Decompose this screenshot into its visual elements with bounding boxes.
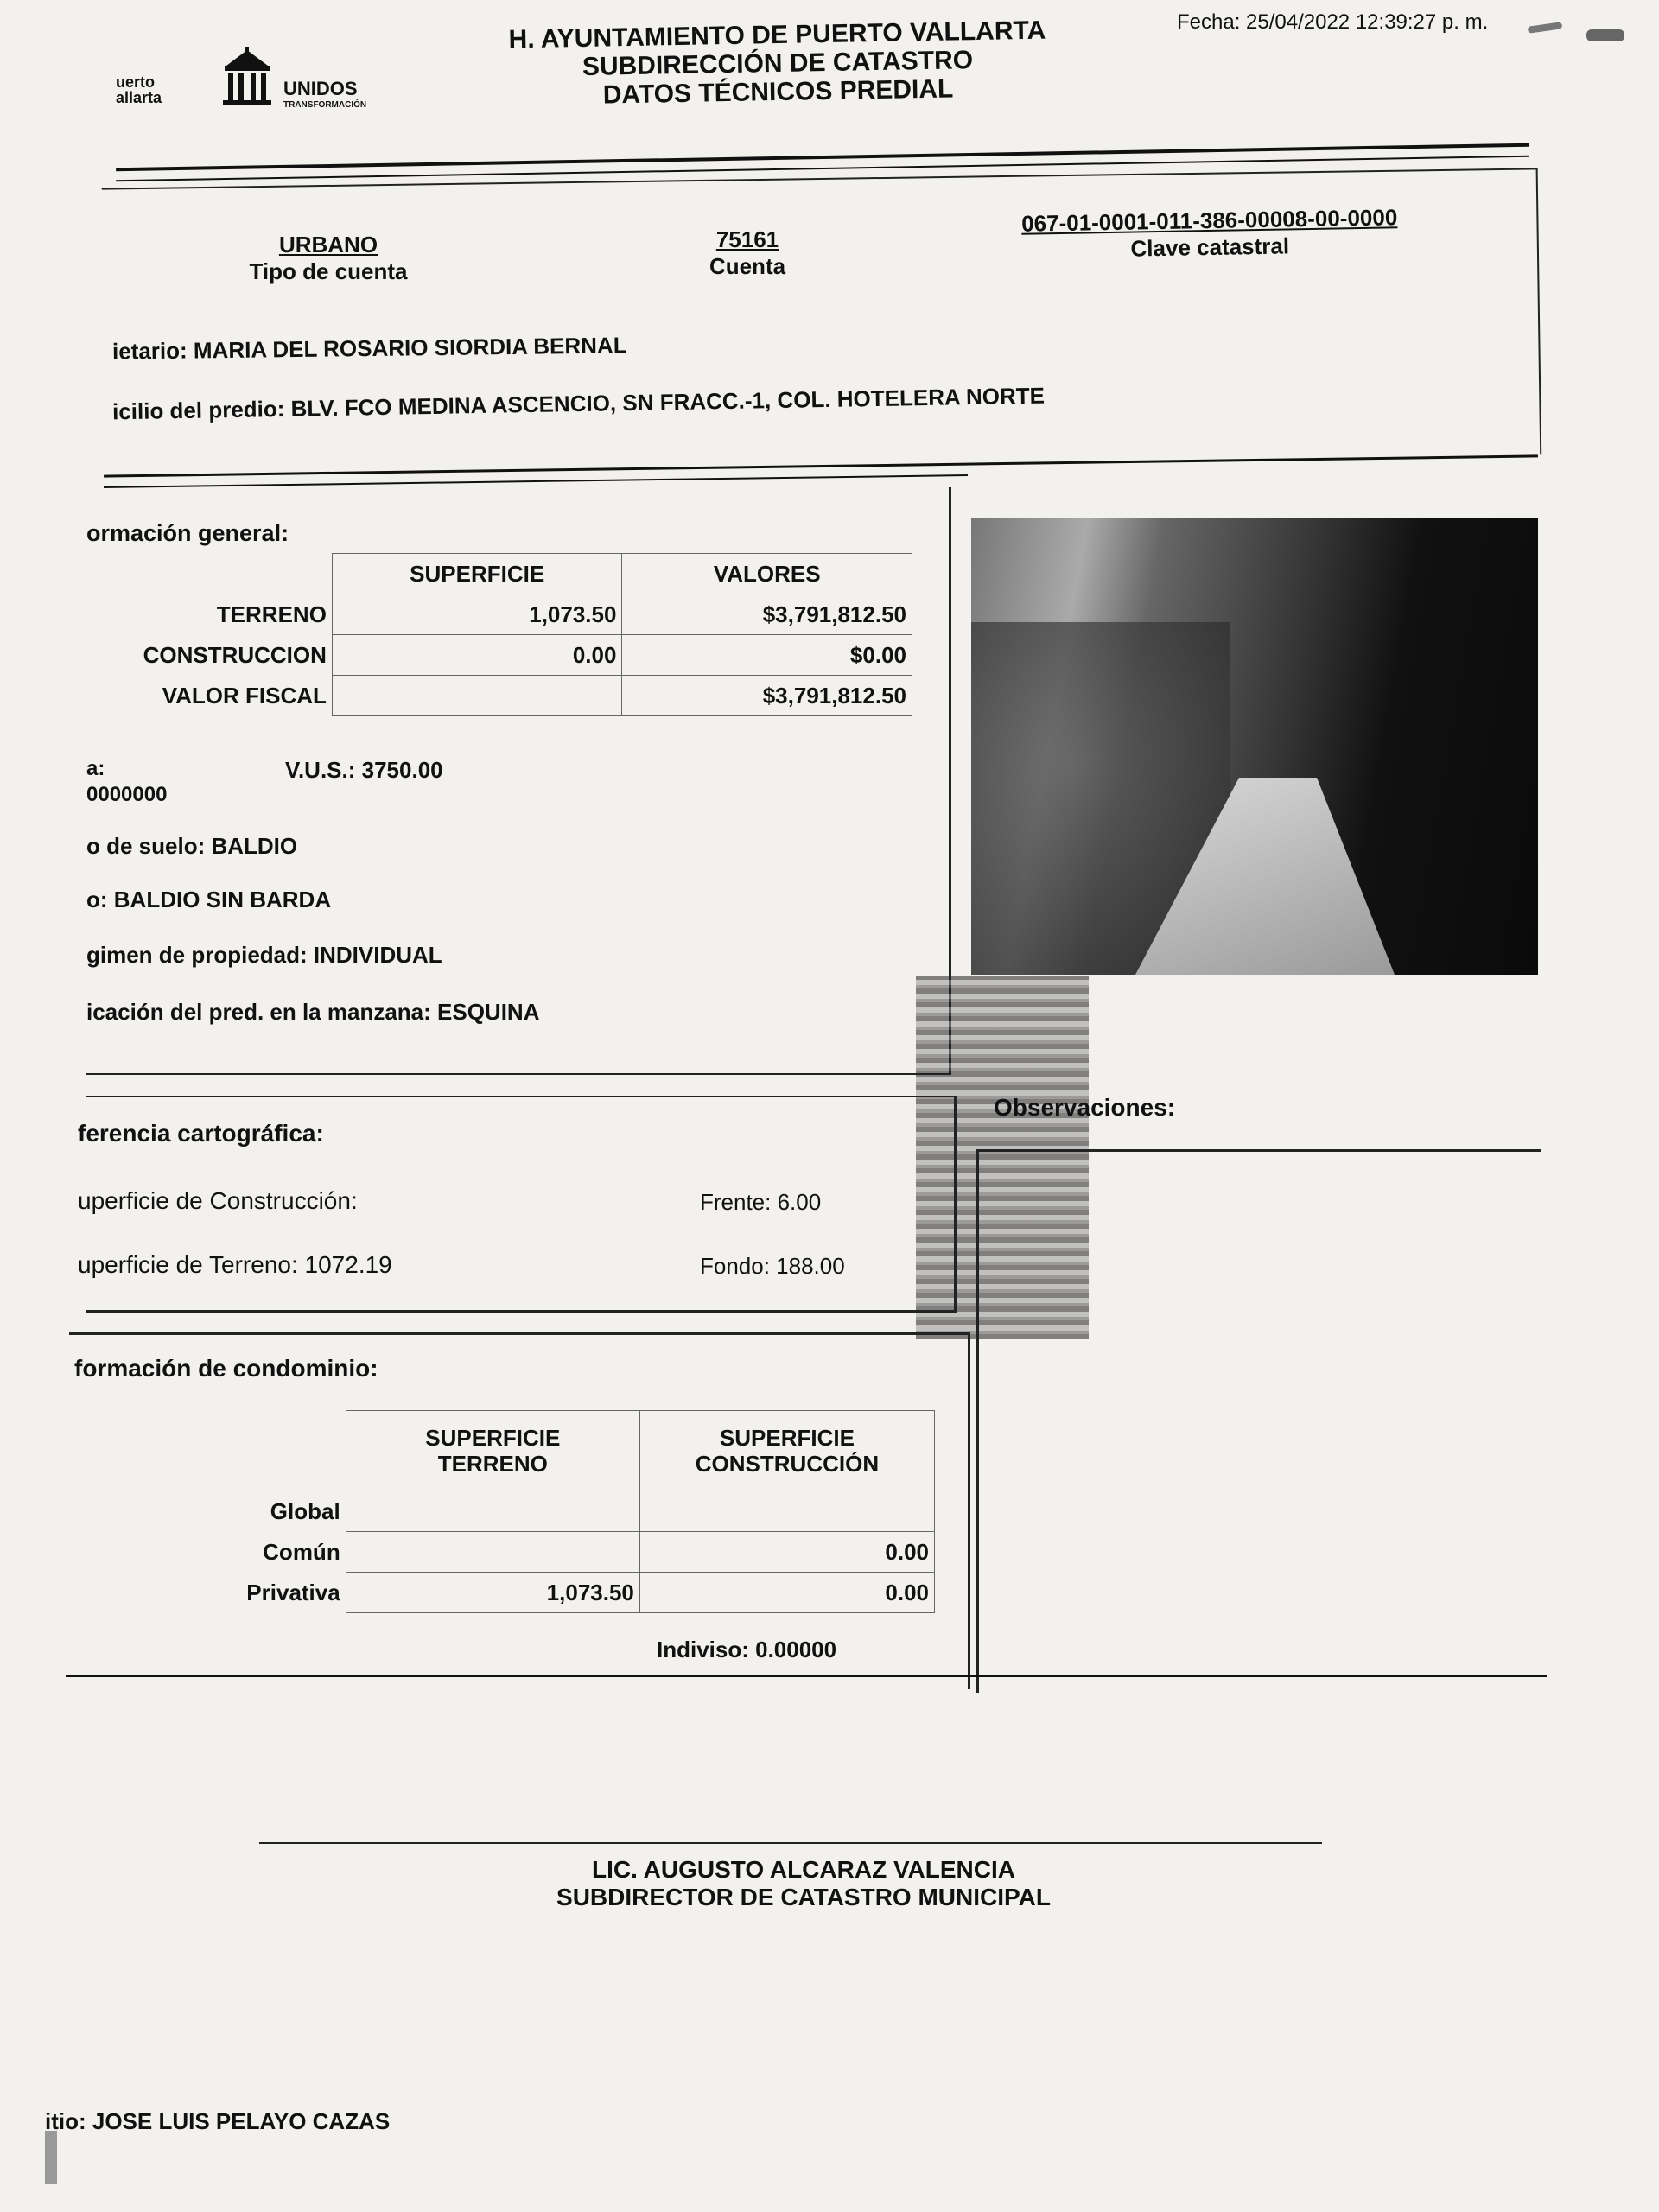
- table-row: [121, 1532, 935, 1573]
- header-title: [414, 15, 1141, 113]
- clave-catastral-value: 067-01-0001-011-386-00008-00-0000: [1020, 204, 1398, 237]
- col-valores: VALORES: [622, 554, 912, 594]
- capturista: itio: JOSE LUIS PELAYO CAZAS: [45, 2108, 391, 2134]
- tipo-predio: o: BALDIO SIN BARDA: [86, 887, 332, 912]
- condominio-table: [121, 1410, 935, 1613]
- col-sup-construccion: SUPERFICIE CONSTRUCCIÓN: [639, 1411, 934, 1491]
- margin-mark: [45, 2131, 57, 2184]
- observaciones-box: [976, 1149, 1541, 1693]
- row-superficie: 0.00: [332, 635, 622, 676]
- row-label: CONSTRUCCION: [143, 641, 327, 668]
- row-superficie: [332, 676, 622, 716]
- row-label: VALOR FISCAL: [162, 682, 327, 709]
- signer-role: SUBDIRECTOR DE CATASTRO MUNICIPAL: [556, 1884, 1051, 1910]
- domicilio-predio: icilio del predio: BLV. FCO MEDINA ASCENCIO, SN FRACC.-1, COL. HOTELERA NORTE: [111, 382, 1046, 425]
- sup-construccion: uperficie de Construcción:: [78, 1187, 358, 1214]
- row-terreno: [346, 1532, 639, 1573]
- row-label: TERRENO: [216, 601, 327, 627]
- zona-value: 0000000: [86, 783, 168, 806]
- zona-label: a:: [86, 757, 105, 780]
- header-title-2: SUBDIRECCIÓN DE CATASTRO: [582, 46, 974, 81]
- unidos-logo-text: UNIDOS: [283, 78, 358, 99]
- observaciones-title: Observaciones:: [994, 1094, 1176, 1121]
- cartografica-title: ferencia cartográfica:: [78, 1120, 324, 1147]
- sup-terreno: uperficie de Terreno: 1072.19: [78, 1251, 392, 1278]
- city-logo-text: uerto allarta: [116, 73, 162, 106]
- uso-suelo: o de suelo: BALDIO: [86, 833, 298, 859]
- property-photo: [971, 518, 1538, 975]
- pen-mark: [1528, 22, 1563, 33]
- indiviso: Indiviso: 0.00000: [657, 1637, 837, 1662]
- unidos-logo-subtext: TRANSFORMACIÓN: [283, 100, 367, 110]
- row-label: Privativa: [246, 1579, 340, 1605]
- general-info-table: [112, 553, 912, 716]
- table-row: [121, 1573, 935, 1613]
- row-terreno: 1,073.50: [346, 1573, 639, 1613]
- pen-mark: [1586, 29, 1624, 41]
- table-row: [112, 594, 912, 635]
- tipo-cuenta: [225, 232, 432, 285]
- row-superficie: 1,073.50: [332, 594, 622, 635]
- frente: Frente: 6.00: [700, 1189, 822, 1215]
- row-construccion: 0.00: [639, 1573, 934, 1613]
- regimen-propiedad: gimen de propiedad: INDIVIDUAL: [86, 942, 442, 968]
- clave-catastral-label: Clave catastral: [1130, 232, 1290, 262]
- condominio-title: formación de condominio:: [74, 1355, 378, 1382]
- section-rule: [104, 474, 968, 488]
- row-valor: $3,791,812.50: [622, 594, 912, 635]
- signer-name: LIC. AUGUSTO ALCARAZ VALENCIA: [592, 1856, 1015, 1883]
- row-valor: $3,791,812.50: [622, 676, 912, 716]
- bottom-rule: [66, 1675, 1547, 1677]
- cuenta: [683, 226, 812, 280]
- propietario: ietario: MARIA DEL ROSARIO SIORDIA BERNAL: [111, 332, 627, 365]
- row-label: Global: [270, 1497, 340, 1524]
- signature-line: [259, 1842, 1322, 1844]
- cuenta-label: Cuenta: [709, 253, 786, 279]
- table-row: [112, 635, 912, 676]
- col-sup-terreno: SUPERFICIE TERRENO: [346, 1411, 639, 1491]
- tipo-cuenta-label: Tipo de cuenta: [249, 258, 408, 284]
- row-label: Común: [263, 1538, 340, 1565]
- row-construccion: [639, 1491, 934, 1532]
- general-info-title: ormación general:: [86, 520, 289, 546]
- col-superficie: SUPERFICIE: [332, 554, 622, 594]
- row-valor: $0.00: [622, 635, 912, 676]
- header-title-3: DATOS TÉCNICOS PREDIAL: [602, 74, 954, 110]
- fondo: Fondo: 188.00: [700, 1253, 845, 1279]
- table-row: [112, 676, 912, 716]
- tipo-cuenta-value: URBANO: [278, 232, 378, 257]
- header-title-1: H. AYUNTAMIENTO DE PUERTO VALLARTA: [508, 16, 1046, 54]
- table-row: [121, 1491, 935, 1532]
- building-logo-icon: [219, 47, 275, 111]
- row-terreno: [346, 1491, 639, 1532]
- row-construccion: 0.00: [639, 1532, 934, 1573]
- print-date: Fecha: 25/04/2022 12:39:27 p. m.: [1177, 10, 1489, 34]
- signature-block: [432, 1856, 1175, 1911]
- clave-catastral: [984, 203, 1434, 264]
- vus: V.U.S.: 3750.00: [285, 757, 443, 783]
- cuenta-value: 75161: [715, 226, 779, 252]
- ubicacion-manzana: icación del pred. en la manzana: ESQUINA: [86, 999, 540, 1025]
